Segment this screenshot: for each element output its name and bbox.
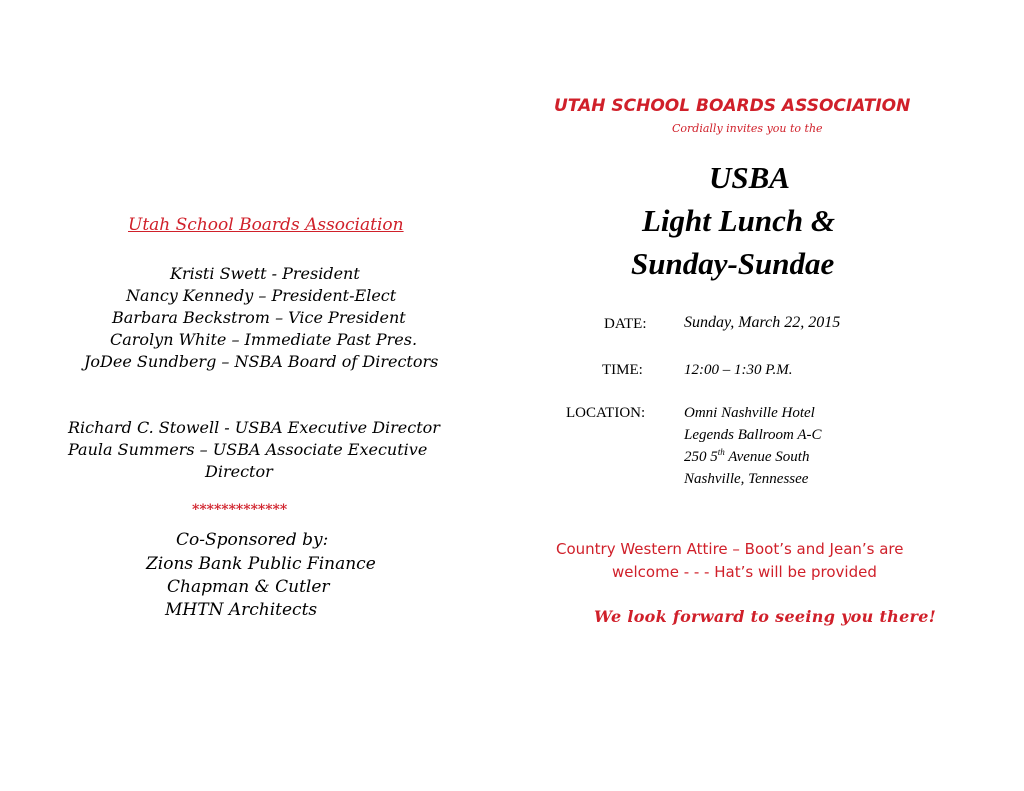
date-value: Sunday, March 22, 2015	[684, 314, 841, 331]
location-city: Nashville, Tennessee	[684, 471, 809, 487]
invitation-line: Cordially invites you to the	[672, 122, 823, 135]
officer-past-president: Carolyn White – Immediate Past Pres.	[110, 330, 418, 349]
location-address	[684, 449, 809, 466]
separator-stars: *************	[192, 502, 288, 518]
officer-president: Kristi Swett - President	[170, 264, 360, 283]
address-ordinal: th	[717, 447, 725, 457]
location-hotel: Omni Nashville Hotel	[684, 405, 815, 421]
staff-associate-director-cont: Director	[205, 462, 273, 481]
location-label: LOCATION:	[566, 405, 646, 421]
address-number: 250 5	[684, 449, 718, 465]
cosponsor-heading: Co-Sponsored by:	[176, 530, 329, 550]
time-value: 12:00 – 1:30 P.M.	[684, 362, 793, 378]
event-title-sunday-sundae: Sunday-Sundae	[631, 246, 835, 281]
date-label: DATE:	[604, 316, 647, 332]
officer-president-elect: Nancy Kennedy – President-Elect	[126, 286, 397, 305]
time-label: TIME:	[602, 362, 643, 378]
address-street: Avenue South	[724, 449, 810, 465]
attire-line-1: Country Western Attire – Boot’s and Jean’s are	[556, 540, 904, 558]
event-title-usba: USBA	[709, 160, 790, 195]
staff-associate-director: Paula Summers – USBA Associate Executive	[68, 440, 428, 459]
officer-vice-president: Barbara Beckstrom – Vice President	[112, 308, 406, 327]
cosponsor-chapman-cutler: Chapman & Cutler	[167, 577, 330, 597]
staff-executive-director: Richard C. Stowell - USBA Executive Director	[68, 418, 440, 437]
location-ballroom: Legends Ballroom A-C	[684, 427, 822, 443]
org-name-heading: UTAH SCHOOL BOARDS ASSOCIATION	[554, 96, 911, 116]
officer-nsba-board: JoDee Sundberg – NSBA Board of Directors	[84, 352, 439, 371]
closing-message: We look forward to seeing you there!	[594, 607, 937, 626]
cosponsor-mhtn: MHTN Architects	[165, 600, 318, 620]
event-title-light-lunch: Light Lunch &	[642, 203, 835, 238]
attire-line-2: welcome - - - Hat’s will be provided	[612, 563, 877, 581]
cosponsor-zions-bank: Zions Bank Public Finance	[146, 554, 376, 574]
left-panel-title: Utah School Boards Association	[128, 215, 404, 235]
